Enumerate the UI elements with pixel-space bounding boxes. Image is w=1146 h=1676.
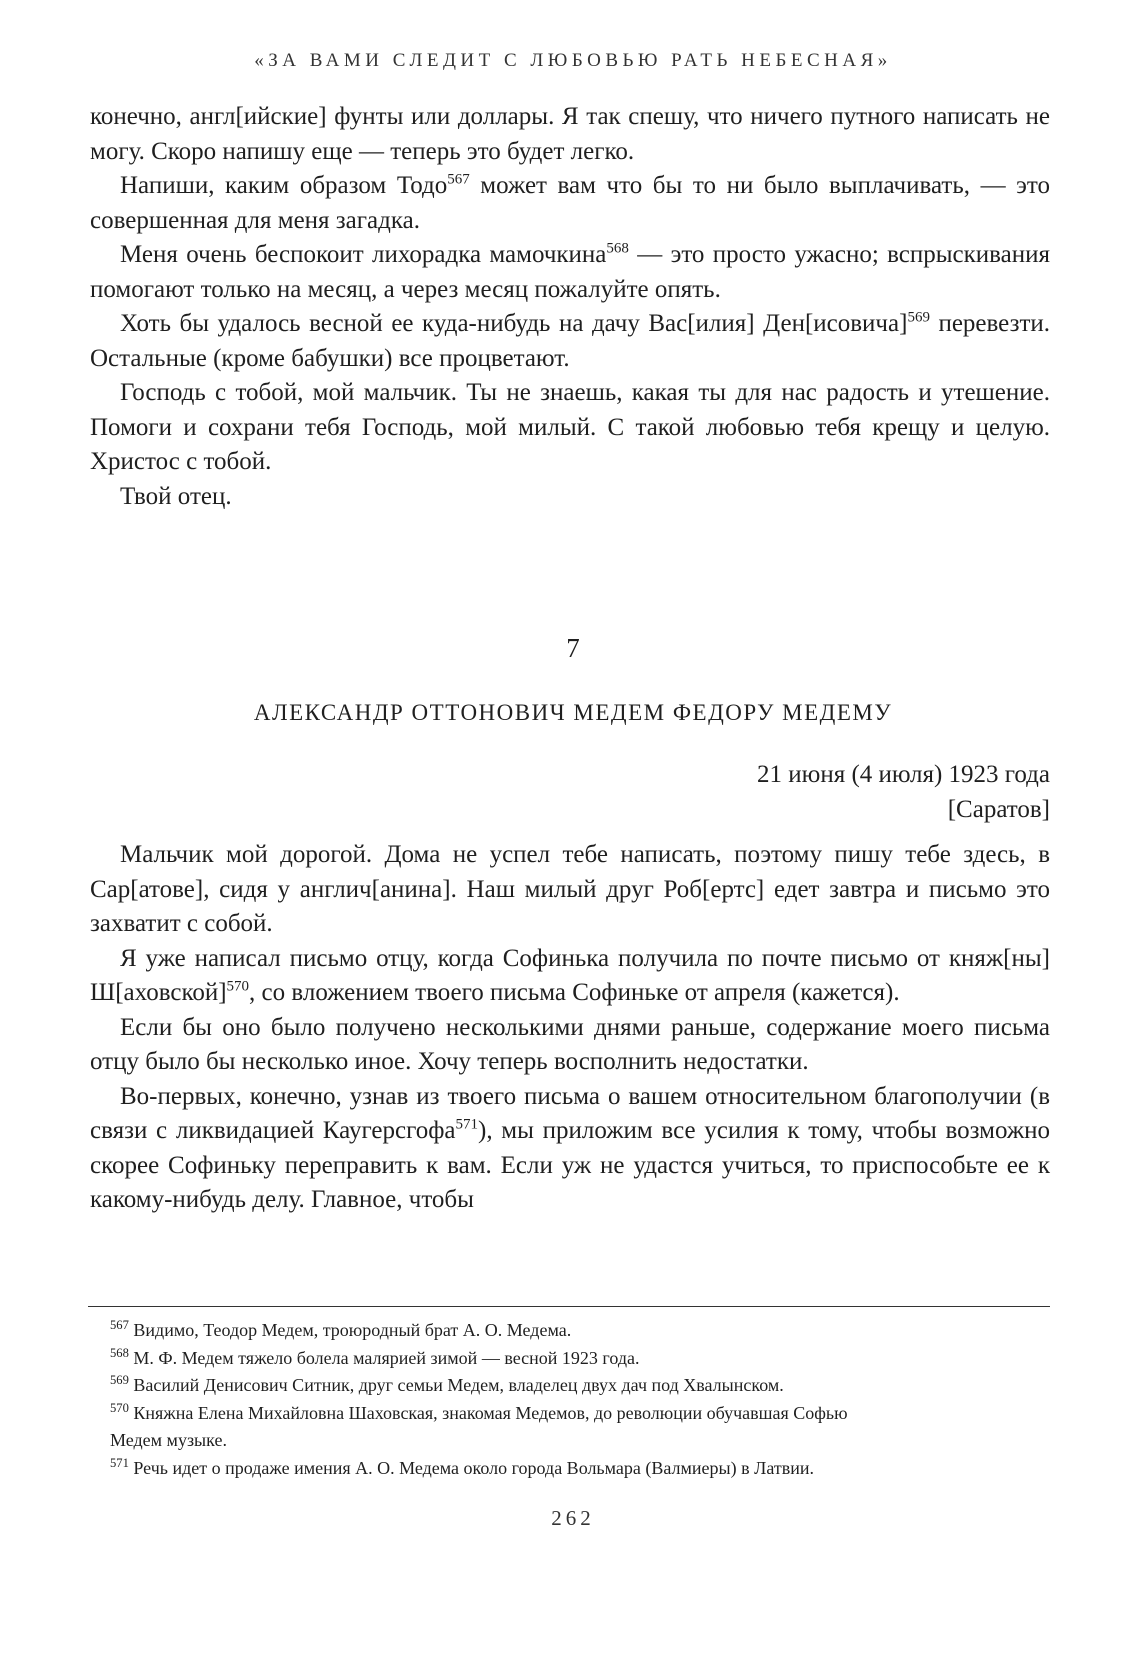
footnote <box>110 1400 1050 1455</box>
page-number: 262 <box>551 1506 595 1530</box>
paragraph: конечно, англ[ийские] фунты или доллары. Я так спешу, что ничего путного написать не могу. Скоро напишу еще — теперь это будет легко. <box>90 103 1050 165</box>
footnote-text-continuation: Медем музыке. <box>110 1430 227 1450</box>
footnote <box>110 1372 1050 1400</box>
footnote <box>110 1455 1050 1483</box>
paragraph: Хоть бы удалось весной ее куда-нибудь на дачу Вас[илия] Ден[исовича]$^{569}$ перевезти. Остальные (кроме бабушки) все процветают. <box>90 309 1051 372</box>
letter-number: 7 <box>566 633 580 663</box>
paragraph: Если бы оно было получено несколькими днями раньше, содержание моего письма отцу было бы несколько иное. Хочу теперь восполнить недостатки. <box>90 1013 1050 1075</box>
paragraph: Напиши, каким образом Тодо$^{567}$ может вам что бы то ни было выплачивать, — это совершенная для меня загадка. <box>90 171 1050 234</box>
footnote-number: 569 <box>110 1373 129 1387</box>
letter-body-text <box>90 838 1050 1218</box>
running-head: «ЗА ВАМИ СЛЕДИТ С ЛЮБОВЬЮ РАТЬ НЕБЕСНАЯ» <box>254 50 892 71</box>
paragraph: Я уже написал письмо отцу, когда Софинька получила по почте письмо от княж[ны] Ш[аховской]$^{570}$, со вложением твоего письма Софиньке от апреля (кажется). <box>90 944 1050 1006</box>
footnote-reference[interactable]: 570 <box>226 978 250 995</box>
paragraph: Во-первых, конечно, узнав из твоего письма о вашем относительном благополучии (в связи с ликвидацией Каугерсгофа$^{571}$), мы приложим все усилия к тому, чтобы возможно скорее Софиньку переправить к вам. Если уж не удастся учиться, то приспособьте ее к какому-нибудь делу. Главное, чтобы <box>90 1082 1050 1213</box>
footnote-number: 568 <box>110 1345 129 1360</box>
footnote-number: 571 <box>110 1455 129 1470</box>
footnote-number: 567 <box>110 1318 129 1332</box>
footnote-text: Речь идет о продаже имения А. О. Медема около города Вольмара (Валмиеры) в Латвии. <box>128 1457 814 1478</box>
footnote <box>110 1317 1050 1345</box>
footnote-reference[interactable]: 568 <box>606 240 629 257</box>
letter-place: [Саратов] <box>947 795 1050 823</box>
paragraph: Твой отец. <box>120 482 232 510</box>
paragraph: Мальчик мой дорогой. Дома не успел тебе написать, поэтому пишу тебе здесь, в Сар[атове], сидя у англич[анина]. Наш милый друг Роб[ертс] едет завтра и письмо это захватит с собой. <box>90 841 1050 937</box>
footnotes-block <box>110 1317 1050 1482</box>
footnote-text: Видимо, Теодор Медем, троюродный брат А. О. Медема. <box>128 1320 572 1340</box>
paragraph: Меня очень беспокоит лихорадка мамочкина$^{568}$ — это просто ужасно; вспрыскивания помогают только на месяц, а через месяц пожалуйте опять. <box>90 240 1051 303</box>
footnote-reference[interactable]: 571 <box>455 1116 479 1133</box>
letter-date: 21 июня (4 июля) 1923 года <box>757 761 1050 788</box>
paragraph: Господь с тобой, мой мальчик. Ты не знаешь, какая ты для нас радость и утешение. Помоги и сохрани тебя Господь, мой милый. С такой любовью тебя крещу и целую. Христос с тобой. <box>90 379 1050 475</box>
footnote-number: 570 <box>110 1400 129 1415</box>
footnote-text: М. Ф. Медем тяжело болела малярией зимой — весной 1923 года. <box>128 1347 640 1368</box>
footnote-reference[interactable]: 567 <box>447 171 470 188</box>
footnote-rule <box>88 1306 1050 1307</box>
letter-title: АЛЕКСАНДР ОТТОНОВИЧ МЕДЕМ ФЕДОРУ МЕДЕМУ <box>253 700 893 725</box>
letter-dateline <box>757 758 1050 827</box>
footnote <box>110 1345 1050 1373</box>
footnote-text: Василий Денисович Ситник, друг семьи Медем, владелец двух дач под Хвалынском. <box>128 1375 784 1395</box>
footnote-text: Княжна Елена Михайловна Шаховская, знакомая Медемов, до революции обучавшая Софью <box>128 1402 848 1423</box>
footnote-reference[interactable]: 569 <box>907 309 930 326</box>
letter-continuation-text <box>90 100 1050 514</box>
